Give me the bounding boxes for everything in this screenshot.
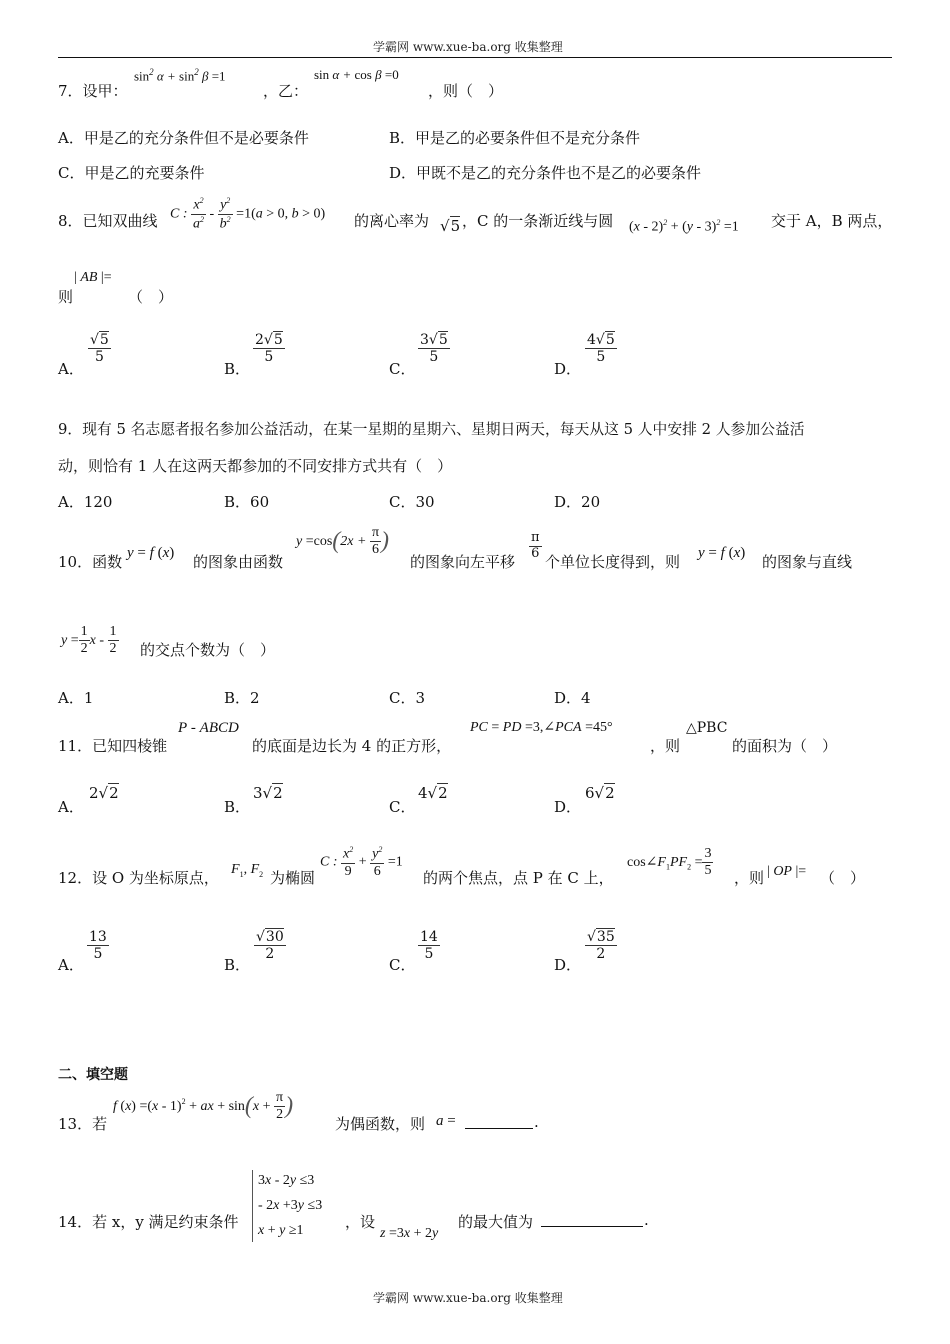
q14-answer-blank[interactable] [541, 1226, 643, 1227]
q13-answer-blank[interactable] [465, 1128, 533, 1129]
q8-text1: 的离心率为 [354, 212, 430, 230]
q14-tail: . [644, 1211, 649, 1229]
q10-f2: y = f (x) [698, 545, 746, 561]
q12-ellipse: C : $\frac{x^2}{9}$ + $\frac{y^2}{6}$ =1 [320, 845, 403, 879]
q7-option-b: B．甲是乙的必要条件但不是充分条件 [389, 129, 641, 147]
q11-option-a-label: A． [58, 798, 84, 816]
q10-option-a: A．1 [58, 689, 94, 707]
q8-option-a-label: A． [58, 360, 84, 378]
q12-option-d-value: $\frac{√35}{2}$ [587, 929, 615, 963]
q14-constraint-1: 3x - 2y ≤3 [258, 1173, 315, 1188]
q11-option-d-label: D． [554, 798, 582, 816]
q11-option-a-value: 2√2 [89, 784, 119, 802]
q12-text2: 的两个焦点，点 P 在 C 上， [423, 869, 614, 887]
q12-ask: | OP |= [767, 864, 807, 879]
q8-option-b-value: $\frac{2√5}{5}$ [255, 332, 283, 366]
q14-text1: ，设 [345, 1213, 376, 1231]
q9-line2: 动，则恰有 1 人在这两天都参加的不同安排方式共有（ ） [58, 457, 453, 475]
q11-option-b-label: B． [224, 798, 251, 816]
q8-hyperbola: C : $\frac{x^2}{a^2}$ - $\frac{y^2}{b^2}$ =1(a > 0, b > 0) [170, 196, 326, 232]
q9-option-c: C．30 [389, 493, 435, 511]
q11-text2: ，则 [650, 737, 681, 755]
page-footer: 学霸网 www.xue-ba.org 收集整理 [373, 1291, 563, 1305]
header-rule [58, 57, 892, 58]
q9-option-b: B．60 [224, 493, 270, 511]
q12-option-a-value: $\frac{13}{5}$ [89, 929, 107, 963]
q12-foci: $F_1$, $F_2$ [231, 862, 264, 879]
q11-option-c-value: 4√2 [418, 784, 448, 802]
q11-option-c-label: C． [389, 798, 416, 816]
q8-option-a-value: $\frac{√5}{5}$ [90, 332, 109, 366]
q8-eccentricity: √5 [440, 217, 461, 235]
q12-option-a-label: A． [58, 956, 84, 974]
q10-text1: 的图象由函数 [193, 553, 284, 571]
q14-constraint-brace [252, 1170, 253, 1242]
q11-text3: 的面积为（ ） [732, 737, 838, 755]
q10-text3: 个单位长度得到，则 [545, 553, 681, 571]
q9-option-d: D．20 [554, 493, 601, 511]
q7-option-d: D．甲既不是乙的充分条件也不是乙的必要条件 [389, 164, 702, 182]
q10-shift: $\frac{\pi}{6}$ [531, 530, 540, 561]
q8-option-c-value: $\frac{3√5}{5}$ [420, 332, 448, 366]
q11-text1: 的底面是边长为 4 的正方形， [252, 737, 452, 755]
q11-cond: PC = PD =3,∠PCA =45° [470, 720, 613, 735]
q7-lead: 7．设甲： [58, 82, 128, 100]
q13-lead: 13．若 [58, 1115, 108, 1133]
q7-expr-b: sin α + cos β =0 [314, 67, 399, 82]
q12-tail: （ ） [820, 869, 866, 887]
q8-circle: (x - 2)$^2$ + (y - 3)$^2$ =1 [629, 218, 739, 235]
q12-text1: 为椭圆 [270, 869, 316, 887]
q12-option-b-label: B． [224, 956, 251, 974]
q12-option-b-value: $\frac{√30}{2}$ [256, 929, 284, 963]
q12-option-d-label: D． [554, 956, 582, 974]
q10-g: y =cos(2x + $\frac{\pi}{6}$ ) [296, 525, 390, 558]
q12-option-c-label: C． [389, 956, 416, 974]
q11-option-d-value: 6√2 [585, 784, 615, 802]
q8-option-d-label: D． [554, 360, 582, 378]
q7-option-c: C．甲是乙的充要条件 [58, 164, 205, 182]
q10-line-expr: y = $\frac{1}{2}$ x - $\frac{1}{2}$ [61, 624, 117, 657]
q10-option-b: B．2 [224, 689, 260, 707]
q13-text1: 为偶函数，则 [335, 1115, 426, 1133]
q14-text2: 的最大值为 [458, 1213, 534, 1231]
q8-ask-expr: | AB |= [74, 270, 112, 285]
q10-option-d: D．4 [554, 689, 591, 707]
q14-objective: z =3x + 2y [380, 1226, 439, 1241]
q10-text2: 的图象向左平移 [410, 553, 516, 571]
q12-option-c-value: $\frac{14}{5}$ [420, 929, 438, 963]
q13-ask: a = [436, 1113, 456, 1129]
q10-text5: 的交点个数为（ ） [140, 641, 276, 659]
q12-cond: $\cos\angle F_1PF_2$ = $\frac{3}{5}$ [627, 846, 712, 879]
q9-option-a: A．120 [58, 493, 113, 511]
q12-lead: 12．设 O 为坐标原点， [58, 869, 219, 887]
q14-lead: 14．若 x，y 满足约束条件 [58, 1213, 239, 1231]
q8-option-c-label: C． [389, 360, 416, 378]
q8-ask-pre: 则 [58, 288, 74, 306]
q12-text3: ，则 [734, 869, 765, 887]
q8-lead: 8．已知双曲线 [58, 212, 158, 230]
q8-option-b-label: B． [224, 360, 251, 378]
q10-option-c: C．3 [389, 689, 426, 707]
q11-triangle: △PBC [686, 720, 728, 736]
q14-constraint-3: x + y ≥1 [258, 1223, 304, 1238]
q7-mid: ，乙： [263, 82, 309, 100]
q8-text3: 交于 A，B 两点， [771, 212, 893, 230]
q11-pyramid: P - ABCD [178, 720, 239, 736]
q13-tail: . [534, 1113, 539, 1131]
section-2-title: 二、填空题 [58, 1067, 128, 1083]
q7-tail: ，则（ ） [428, 82, 504, 100]
q10-text4: 的图象与直线 [762, 553, 853, 571]
q11-option-b-value: 3√2 [253, 784, 283, 802]
q13-function: f (x) =(x - 1)$^2$ + ax + sin(x + $\frac{\pi}{2}$ ) [113, 1090, 294, 1123]
q10-lead: 10．函数 [58, 553, 123, 571]
q7-option-a: A．甲是乙的充分条件但不是必要条件 [58, 129, 309, 147]
q8-text2: ，C 的一条渐近线与圆 [462, 212, 614, 230]
q14-constraint-2: - 2x +3y ≤3 [258, 1198, 323, 1213]
q10-f1: y = f (x) [127, 545, 175, 561]
page-header: 学霸网 www.xue-ba.org 收集整理 [373, 40, 563, 54]
q7-expr-a: $\sin^2 \alpha + \sin^2 \beta =1$ [134, 67, 226, 84]
q8-ask-tail: （ ） [128, 288, 174, 306]
q9-line1: 9．现有 5 名志愿者报名参加公益活动，在某一星期的星期六、星期日两天，每天从这 5 人中安排 2 人参加公益活 [58, 421, 805, 438]
q11-lead: 11．已知四棱锥 [58, 737, 168, 755]
q8-option-d-value: $\frac{4√5}{5}$ [587, 332, 615, 366]
